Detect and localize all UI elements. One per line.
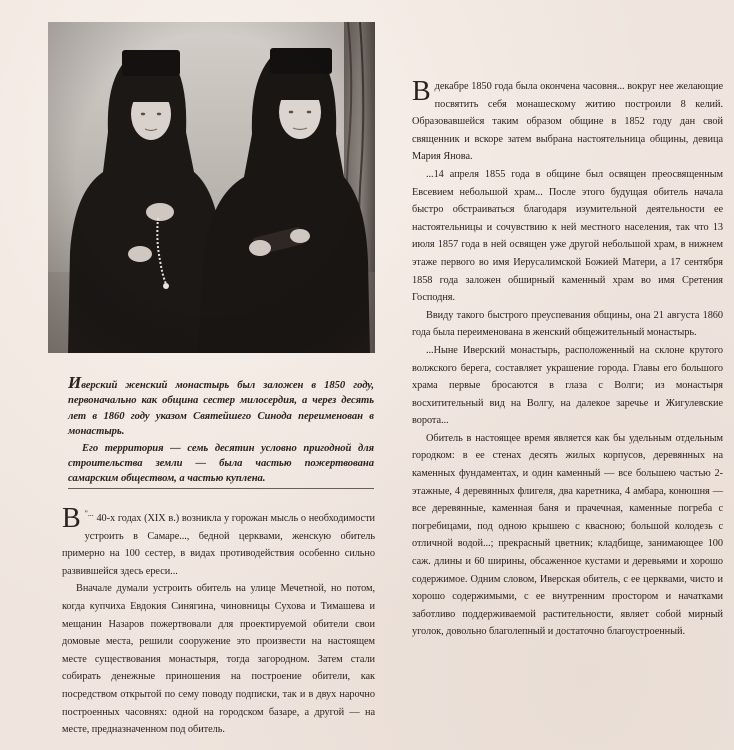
caption-paragraph-2: Его территория — семь десятин условно пригодной для строительства земли — была частью пожертвована самарским обществом, а частью куплена. <box>68 442 374 485</box>
caption-paragraph-1-text: верский женский монастырь был заложен в 1850 году, первоначально как община сестер милосердия, а через десять лет в 1860 году указом Святейшего Синода переименован в монастырь. <box>68 380 374 438</box>
left-dropcap: В <box>62 503 81 534</box>
right-paragraph-2: ...14 апреля 1855 года в общине был освящен преосвященным Евсевием небольшой храм... После этого будущая обитель начала быстро обстраиваться благодаря изумительной деятельности ее настоятельницы и сочувствию к ней местного населения, так что 13 июля 1857 года в ней освящен уже другой небольшой храм, в нижнем этаже первого во имя Иерусалимской Божией Матери, а 17 сентября 1858 года заложен обширный каменный храм во имя Сретения Господня. <box>412 168 723 304</box>
photo-two-nuns <box>48 22 375 353</box>
right-paragraph-5: Обитель в настоящее время является как бы удельным отдельным городком: в ее стенах десять жилых корпусов, деревянных на каменных фундаментах, и один каменный — все большею частью 2-этажные, 4 деревянных флигеля, два каретника, 4 амбара, конюшня — все деревянные, каменная баня и прачечная, каменные погреба с погребицами, под одною крышею с квасною; большой колодезь с отличной водой...; прекрасный цветник; кладбище, занимающее 100 саж. длины и 60 ширины, обсаженное кустами и деревьями и хорошо содержимое. Одним словом, Иверская обитель, с ее церквами, чисто и хорошо содержимыми, с ее внутренним простором и начатками заботливо поддерживаемой растительности, являет собой мирный уголок, довольно благолепный и достаточно благоустроенный. <box>412 432 723 638</box>
right-paragraph-4: ...Ныне Иверский монастырь, расположенный на склоне крутого волжского берега, составляет украшение города. Главы его большого храма первые бросаются в глаза с Волги; из монастыря восхитительный вид на Волгу, на далекое заречье и Жигулевские ворота... <box>412 344 723 427</box>
left-paragraph-1 <box>62 505 375 580</box>
right-paragraph-1 <box>412 78 723 166</box>
caption-drop-letter: И <box>68 373 82 392</box>
right-paragraph-1-text: декабре 1850 года была окончена часовня... вокруг нее желающие посвятить себя монашескому житию построили 8 келий. Образовавшейся таким образом общине в 1852 году дан свой священник и вскоре затем выбрана настоятельница общины, девица Мария Янова. <box>412 81 723 163</box>
left-column <box>62 505 375 739</box>
caption-paragraph-1 <box>68 373 374 440</box>
photo-two-nuns-icon <box>48 22 375 353</box>
right-paragraph-3: Ввиду такого быстрого преуспевания общины, она 21 августа 1860 года была переименована в женский общежительный монастырь. <box>412 309 723 339</box>
photo-caption <box>68 373 374 487</box>
right-dropcap: В <box>412 76 431 107</box>
quote-open-dots: "... <box>84 509 94 518</box>
left-paragraph-1-text: 40-х годах (XIX в.) возникла у горожан мысль о необходимости устроить в Самаре..., бедной церквами, женскую обитель примерно на 100 сестер, в видах противодействия особенно сильно развившейся здесь ереси... <box>62 513 375 577</box>
right-column <box>412 78 723 641</box>
left-paragraph-2: Вначале думали устроить обитель на улице Мечетной, но потом, когда купчиха Евдокия Синягина, чиновницы Сухова и Тимашева и мещанин Назаров пожертвовали для проектируемой обители свои домовые места, решили сооружение это произвести на настоящем месте существования монастыря, тогда загородном. Затем стали собирать денежные приношения на построение обители, как посредством открытой по сему поводу подписки, так и в двух нарочно построенных часовнях: одной на городском базаре, а другой — на месте, предназначенном под обитель. <box>62 583 375 736</box>
caption-divider <box>68 488 374 489</box>
